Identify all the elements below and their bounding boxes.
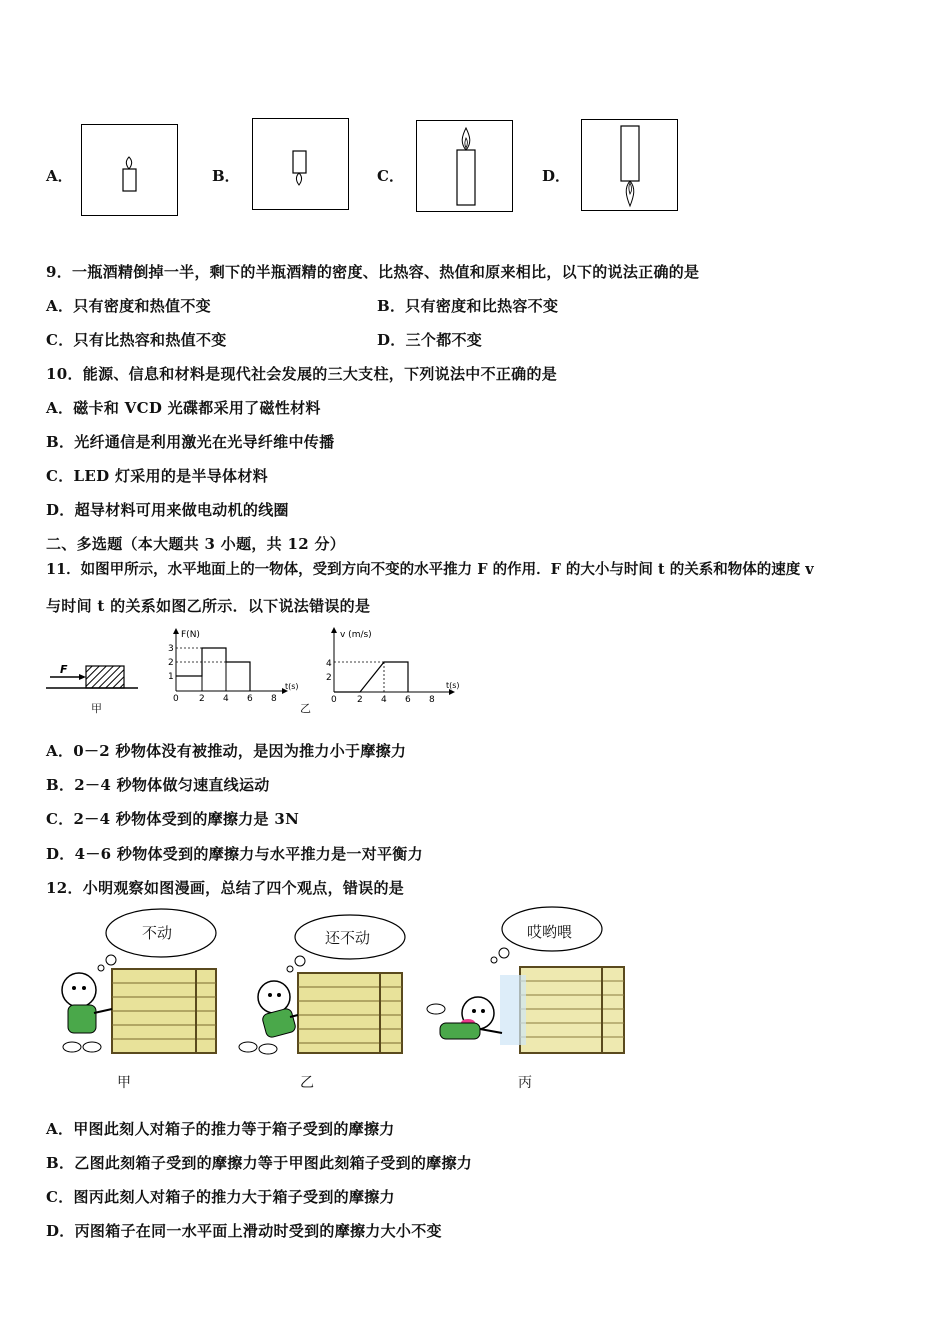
q11-stem-line2: 与时间 t 的关系如图乙所示．以下说法错误的是 [46, 597, 371, 615]
g1-xtick-4: 4 [223, 694, 229, 704]
g2-xtick-8: 8 [429, 695, 435, 705]
q9-option-b: B．只有密度和比热容不变 [377, 297, 559, 315]
bubble-text-1: 不动 [142, 924, 173, 942]
g1-xtick-6: 6 [247, 694, 253, 704]
candle-figure-c [416, 120, 513, 212]
g2-xtick-6: 6 [405, 695, 411, 705]
candle-figure-a [81, 124, 178, 216]
q11-option-d: D．4－6 秒物体受到的摩擦力与水平推力是一对平衡力 [46, 845, 423, 863]
option-a-label: A． [46, 167, 73, 185]
q11-force-time-graph [160, 628, 300, 708]
option-d-label: D． [542, 167, 571, 185]
q10-option-d: D．超导材料可用来做电动机的线圈 [46, 501, 289, 519]
q9-option-a: A．只有密度和热值不变 [46, 297, 211, 315]
force-time-graph-svg [160, 628, 300, 708]
q9-option-d: D．三个都不变 [377, 331, 483, 349]
g2-xtick-4: 4 [381, 695, 387, 705]
g2-ytick-2: 2 [326, 673, 332, 683]
force-label: F [60, 663, 68, 676]
q9-stem: 9．一瓶酒精倒掉一半，剩下的半瓶酒精的密度、比热容、热值和原来相比，以下的说法正确的是 [46, 263, 700, 281]
g1-ytick-2: 2 [168, 658, 174, 668]
comic-panel-jia [46, 905, 236, 1060]
q11-option-a: A．0－2 秒物体没有被推动，是因为推力小于摩擦力 [46, 742, 407, 760]
comic-panel-jia-drawing [46, 905, 236, 1060]
q11-option-c: C．2－4 秒物体受到的摩擦力是 3N [46, 810, 300, 828]
g2-xtick-2: 2 [357, 695, 363, 705]
candle-figure-b [252, 118, 349, 210]
q12-caption-bing: 丙 [518, 1075, 532, 1091]
g1-xtick-0: 0 [173, 694, 179, 704]
q11-option-b: B．2－4 秒物体做匀速直线运动 [46, 776, 270, 794]
time-axis-label-1: t(s) [285, 682, 299, 691]
candle-a-drawing [82, 125, 177, 215]
g1-xtick-2: 2 [199, 694, 205, 704]
q10-option-a: A．磁卡和 VCD 光碟都采用了磁性材料 [46, 399, 321, 417]
g2-xtick-0: 0 [331, 695, 337, 705]
time-axis-label-2: t(s) [446, 681, 460, 690]
section-heading: 二、多选题（本大题共 3 小题，共 12 分） [46, 535, 346, 553]
q10-stem: 10．能源、信息和材料是现代社会发展的三大支柱，下列说法中不正确的是 [46, 365, 558, 383]
g1-xtick-8: 8 [271, 694, 277, 704]
comic-panel-bing [420, 905, 630, 1060]
q11-caption-jia: 甲 [91, 702, 102, 715]
bubble-text-3: 哎哟喂 [527, 923, 573, 941]
candle-c-drawing [417, 121, 512, 211]
bubble-text-2: 还不动 [325, 929, 371, 947]
candle-d-drawing [582, 120, 677, 210]
q11-caption-yi: 乙 [300, 702, 311, 715]
candle-figure-d [581, 119, 678, 211]
candle-b-drawing [253, 119, 348, 209]
q12-option-c: C．图丙此刻人对箱子的推力大于箱子受到的摩擦力 [46, 1188, 395, 1206]
q12-caption-yi: 乙 [300, 1075, 314, 1091]
g1-ytick-1: 1 [168, 672, 174, 682]
q12-option-b: B．乙图此刻箱子受到的摩擦力等于甲图此刻箱子受到的摩擦力 [46, 1154, 473, 1172]
q11-velocity-time-graph [318, 626, 468, 708]
q11-stem-line1: 11．如图甲所示，水平地面上的一物体，受到方向不变的水平推力 F 的作用．F 的大小与时间 t 的关系和物体的速度 v [46, 561, 814, 578]
q9-option-c: C．只有比热容和热值不变 [46, 331, 227, 349]
q12-stem: 12．小明观察如图漫画，总结了四个观点，错误的是 [46, 879, 405, 897]
option-b-label: B． [212, 167, 240, 185]
velocity-axis-label: v (m/s) [340, 630, 372, 640]
q10-option-b: B．光纤通信是利用激光在光导纤维中传播 [46, 433, 335, 451]
q12-option-d: D．丙图箱子在同一水平面上滑动时受到的摩擦力大小不变 [46, 1222, 442, 1240]
g2-ytick-4: 4 [326, 659, 332, 669]
force-axis-label: F(N) [181, 630, 200, 640]
q10-option-c: C．LED 灯采用的是半导体材料 [46, 467, 268, 485]
g1-ytick-3: 3 [168, 644, 174, 654]
q12-caption-jia: 甲 [117, 1075, 131, 1091]
velocity-time-graph-svg [318, 626, 468, 708]
comic-panel-bing-drawing [420, 905, 630, 1060]
option-c-label: C． [377, 167, 404, 185]
q12-option-a: A．甲图此刻人对箱子的推力等于箱子受到的摩擦力 [46, 1120, 395, 1138]
